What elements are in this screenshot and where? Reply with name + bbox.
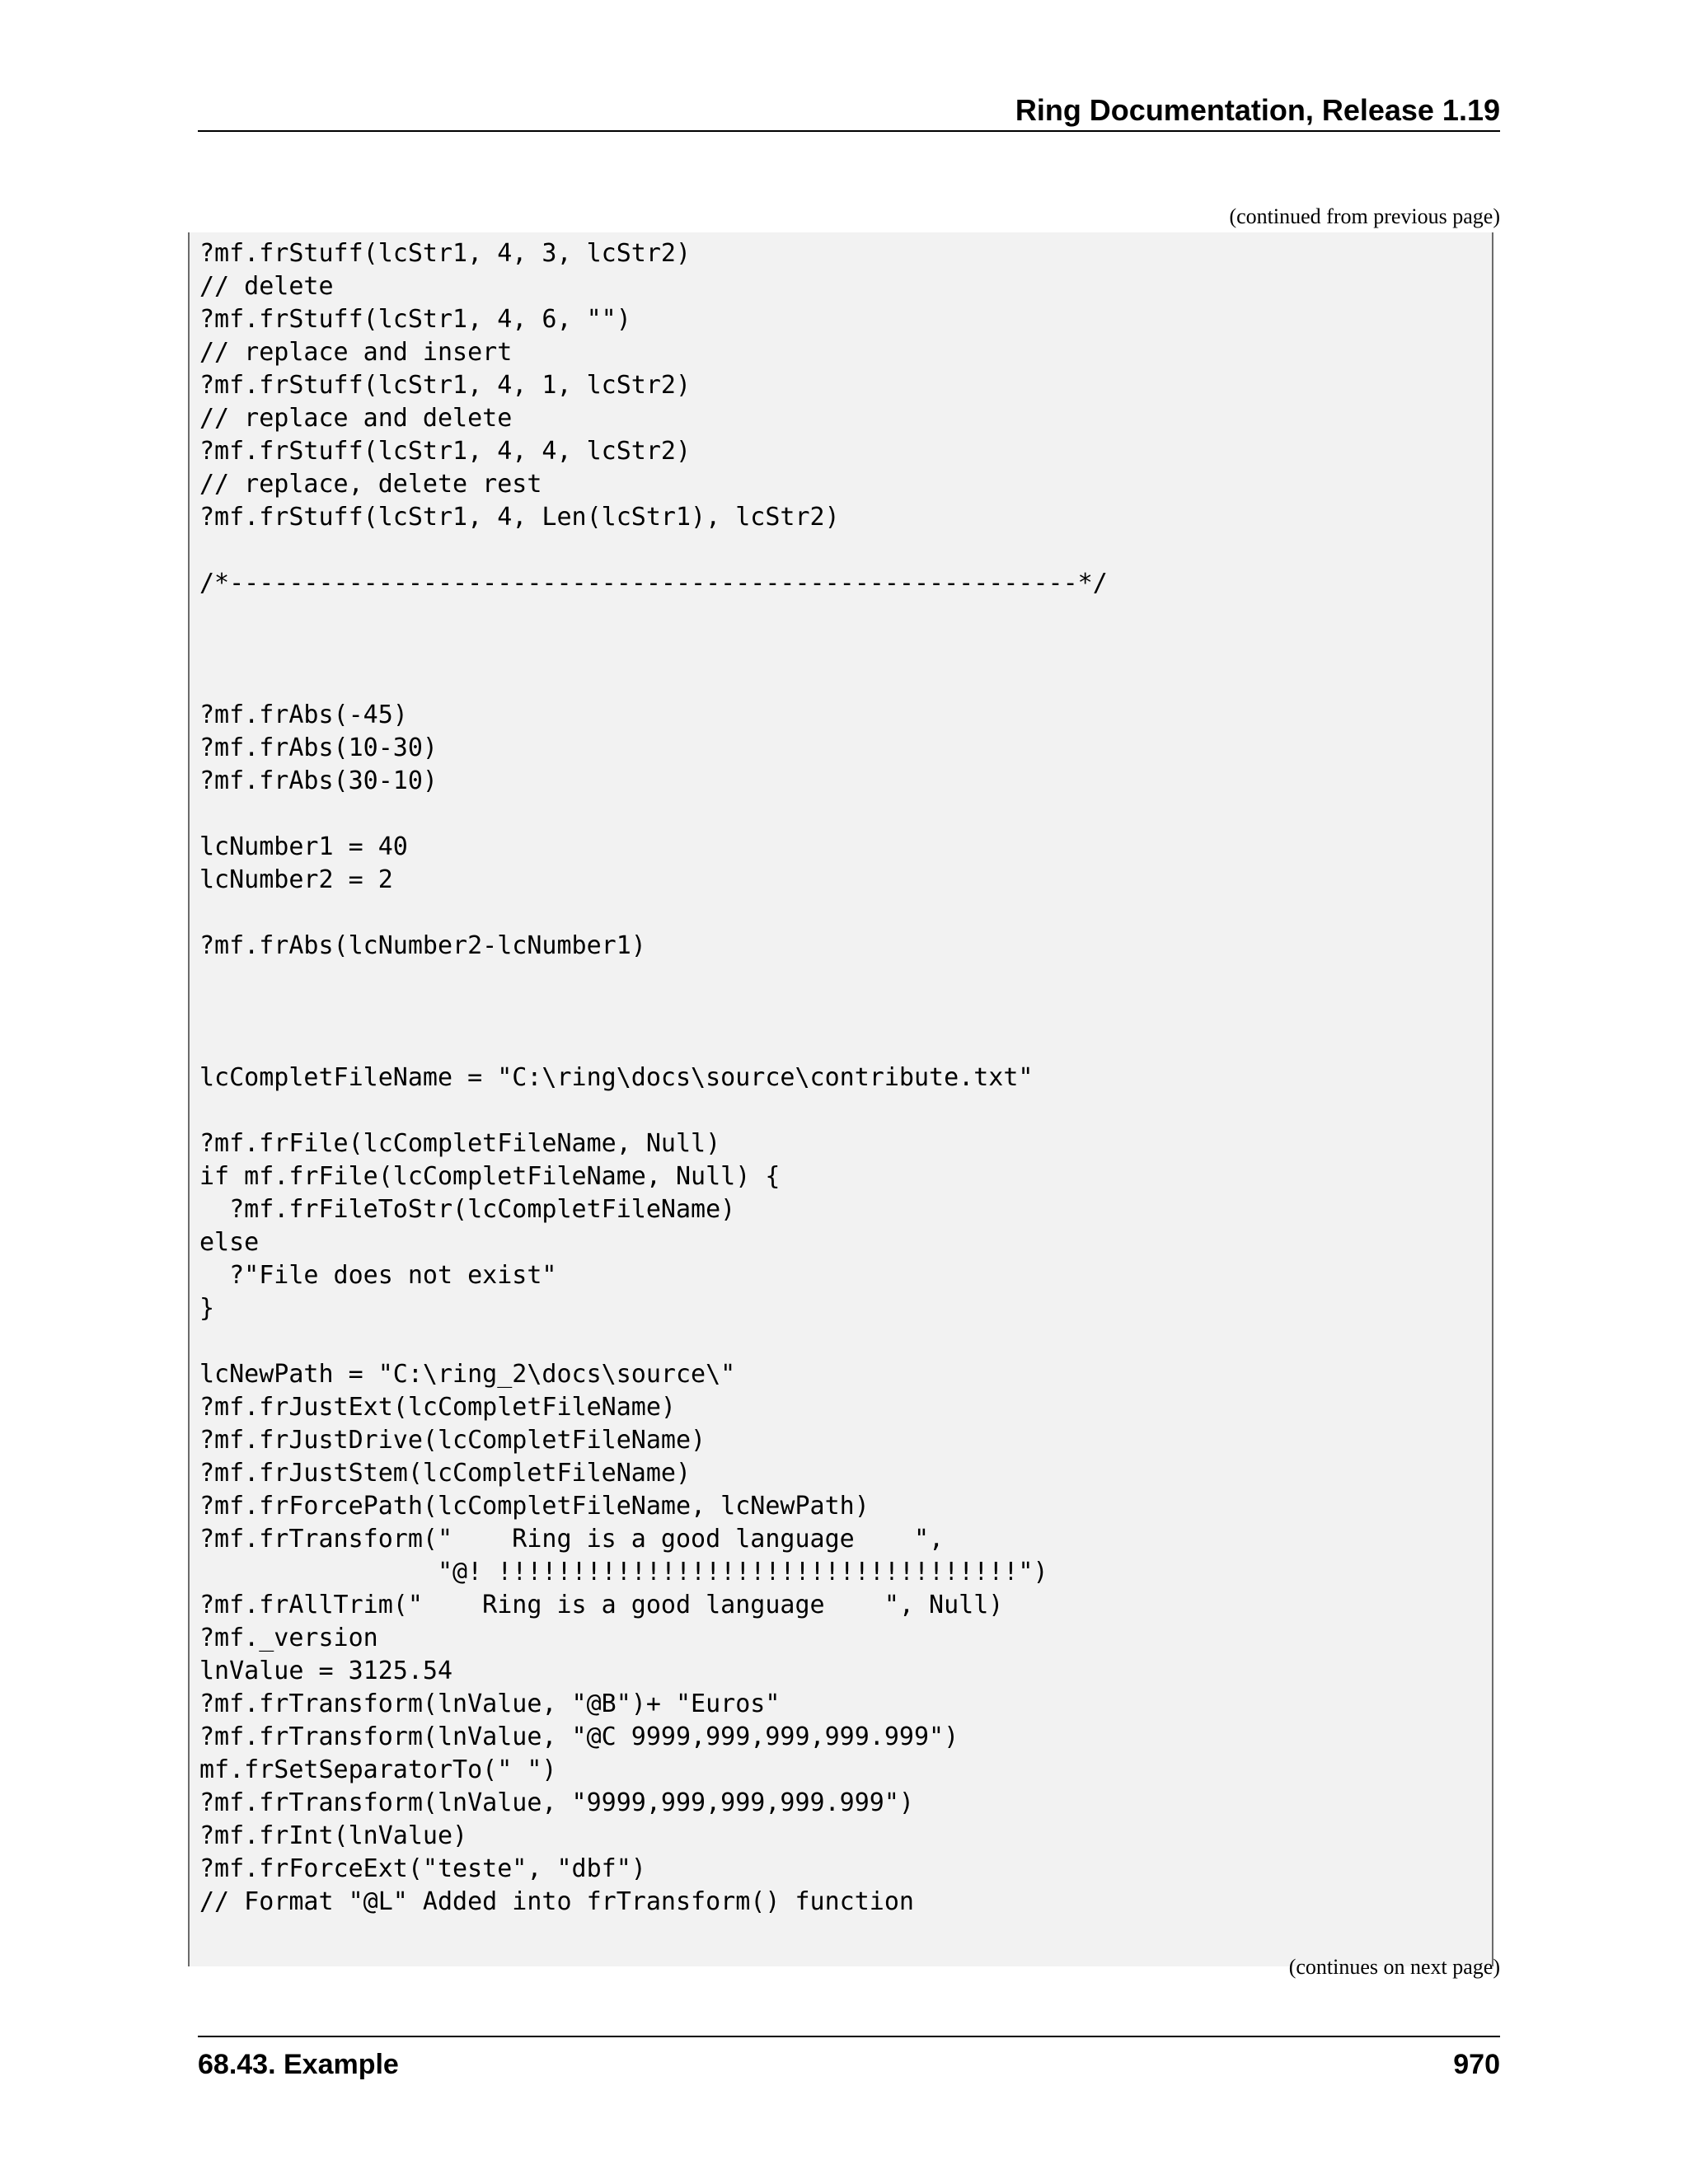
code-line: else — [199, 1228, 260, 1257]
code-line — [199, 1094, 1108, 1127]
code-line: ?mf.frForceExt("teste", "dbf") — [199, 1854, 646, 1883]
continues-on-note: (continues on next page) — [1288, 1955, 1500, 1979]
code-line: ?mf.frStuff(lcStr1, 4, 4, lcStr2) — [199, 437, 692, 466]
code-line: ?mf.frJustExt(lcCompletFileName) — [199, 1393, 676, 1422]
code-line: ?mf.frAbs(10-30) — [199, 733, 438, 762]
code-line: ?mf._version — [199, 1624, 378, 1652]
code-line: ?mf.frAbs(-45) — [199, 701, 408, 729]
code-line: // replace and insert — [199, 338, 513, 367]
code-line: ?mf.frFileToStr(lcCompletFileName) — [199, 1195, 736, 1224]
code-line — [199, 666, 1108, 699]
header-rule — [198, 130, 1500, 132]
code-line — [199, 897, 1108, 930]
code-line: mf.frSetSeparatorTo(" ") — [199, 1755, 557, 1784]
code-line: lcNewPath = "C:\ring_2\docs\source\" — [199, 1360, 736, 1389]
continued-from-note: (continued from previous page) — [1229, 204, 1500, 228]
code-line — [199, 798, 1108, 831]
code-lines — [199, 237, 1108, 1919]
code-line: ?mf.frTransform(lnValue, "9999,999,999,999.999") — [199, 1788, 914, 1817]
code-line: ?mf.frJustStem(lcCompletFileName) — [199, 1459, 692, 1488]
page-number: 970 — [1453, 2049, 1500, 2080]
footer-rule — [198, 2036, 1500, 2037]
code-line: /*---------------------------------------------------------*/ — [199, 569, 1108, 598]
code-line: ?mf.frStuff(lcStr1, 4, 6, "") — [199, 305, 631, 334]
code-line: lnValue = 3125.54 — [199, 1657, 453, 1685]
code-line: ?"File does not exist" — [199, 1261, 557, 1290]
code-line — [199, 633, 1108, 666]
code-line: ?mf.frJustDrive(lcCompletFileName) — [199, 1426, 706, 1455]
code-line — [199, 600, 1108, 633]
code-line: ?mf.frTransform(lnValue, "@B")+ "Euros" — [199, 1690, 781, 1718]
code-line: } — [199, 1294, 215, 1323]
code-line: ?mf.frForcePath(lcCompletFileName, lcNewPath) — [199, 1492, 870, 1521]
code-line: ?mf.frStuff(lcStr1, 4, 1, lcStr2) — [199, 371, 692, 400]
code-line: ?mf.frAbs(lcNumber2-lcNumber1) — [199, 931, 646, 960]
code-line: if mf.frFile(lcCompletFileName, Null) { — [199, 1162, 781, 1191]
code-line — [199, 1029, 1108, 1062]
code-line: // replace, delete rest — [199, 470, 542, 499]
running-header-title: Ring Documentation, Release 1.19 — [1015, 93, 1500, 127]
code-line: ?mf.frFile(lcCompletFileName, Null) — [199, 1129, 721, 1158]
code-line: lcCompletFileName = "C:\ring\docs\source\contribute.txt" — [199, 1063, 1034, 1092]
code-line: ?mf.frTransform(lnValue, "@C 9999,999,999,999.999") — [199, 1722, 959, 1751]
code-line: // Format "@L" Added into frTransform() function — [199, 1887, 914, 1916]
code-line — [199, 1325, 1108, 1358]
footer-section-title: 68.43. Example — [198, 2049, 399, 2080]
code-line: ?mf.frStuff(lcStr1, 4, Len(lcStr1), lcStr2) — [199, 503, 840, 532]
code-line — [199, 534, 1108, 567]
code-line: ?mf.frAbs(30-10) — [199, 766, 438, 795]
code-line: ?mf.frTransform(" Ring is a good language ", — [199, 1525, 945, 1554]
code-line — [199, 963, 1108, 996]
code-line — [199, 996, 1108, 1029]
code-block — [188, 232, 1493, 1966]
code-line: "@! !!!!!!!!!!!!!!!!!!!!!!!!!!!!!!!!!!!") — [199, 1558, 1048, 1586]
code-line: lcNumber2 = 2 — [199, 865, 393, 894]
code-line: lcNumber1 = 40 — [199, 832, 408, 861]
code-line: ?mf.frInt(lnValue) — [199, 1821, 468, 1850]
code-line: // replace and delete — [199, 404, 513, 433]
code-line: ?mf.frAllTrim(" Ring is a good language ", Null) — [199, 1591, 1004, 1619]
code-line: // delete — [199, 272, 334, 301]
code-line: ?mf.frStuff(lcStr1, 4, 3, lcStr2) — [199, 239, 692, 268]
